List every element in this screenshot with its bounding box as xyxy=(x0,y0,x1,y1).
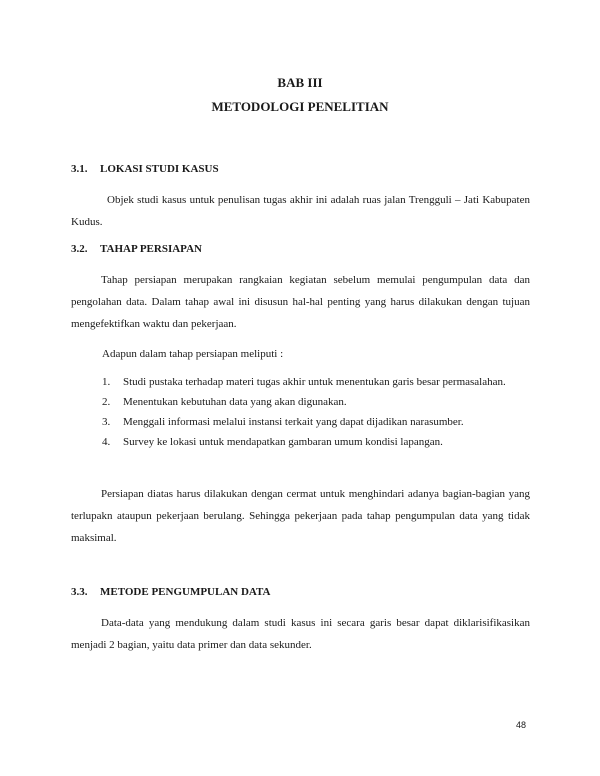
list-marker: 3. xyxy=(102,416,111,428)
paragraph-lokasi: Objek studi kasus untuk penulisan tugas akhir ini adalah ruas jalan Trengguli – Jati Kabupaten Kudus. xyxy=(71,194,530,228)
chapter-title: METODOLOGI PENELITIAN xyxy=(211,99,389,114)
list-item xyxy=(102,432,530,452)
list-item xyxy=(102,372,530,392)
paragraph-persiapan-closing: Persiapan diatas harus dilakukan dengan cermat untuk menghindari adanya bagian-bagian yang terlupakn ataupun pekerjaan berulang. Sehingga pekerjaan pada tahap pengumpulan data yang tidak maksimal. xyxy=(71,488,530,544)
section-title: TAHAP PERSIAPAN xyxy=(100,243,202,255)
list-marker: 4. xyxy=(102,436,111,448)
preparation-list xyxy=(102,372,530,452)
list-item xyxy=(102,412,530,432)
section-title: METODE PENGUMPULAN DATA xyxy=(100,586,271,598)
list-item-text: Survey ke lokasi untuk mendapatkan gambaran umum kondisi lapangan. xyxy=(123,436,443,448)
list-item-text: Studi pustaka terhadap materi tugas akhir untuk menentukan garis besar permasalahan. xyxy=(123,376,506,388)
section-heading-pengumpulan-data xyxy=(71,586,271,598)
page-number: 48 xyxy=(516,720,527,730)
section-number: 3.1. xyxy=(71,163,88,175)
list-intro: Adapun dalam tahap persiapan meliputi : xyxy=(102,348,284,360)
list-marker: 2. xyxy=(102,396,111,408)
list-marker: 1. xyxy=(102,376,111,388)
list-item xyxy=(102,392,530,412)
section-heading-lokasi xyxy=(71,163,219,175)
list-item-text: Menggali informasi melalui instansi terkait yang dapat dijadikan narasumber. xyxy=(123,416,464,428)
section-number: 3.2. xyxy=(71,243,88,255)
section-title: LOKASI STUDI KASUS xyxy=(100,163,219,175)
section-number: 3.3. xyxy=(71,586,88,598)
paragraph-pengumpulan-data: Data-data yang mendukung dalam studi kasus ini secara garis besar dapat diklarisifikasikan menjadi 2 bagian, yaitu data primer dan data sekunder. xyxy=(71,617,530,651)
chapter-number: BAB III xyxy=(277,75,323,90)
list-item-text: Menentukan kebutuhan data yang akan digunakan. xyxy=(123,396,347,408)
paragraph-persiapan: Tahap persiapan merupakan rangkaian kegiatan sebelum memulai pengumpulan data dan pengolahan data. Dalam tahap awal ini disusun hal-hal penting yang harus dilakukan dengan tujuan mengefektifkan waktu dan pekerjaan. xyxy=(71,274,530,330)
section-heading-persiapan xyxy=(71,243,202,255)
